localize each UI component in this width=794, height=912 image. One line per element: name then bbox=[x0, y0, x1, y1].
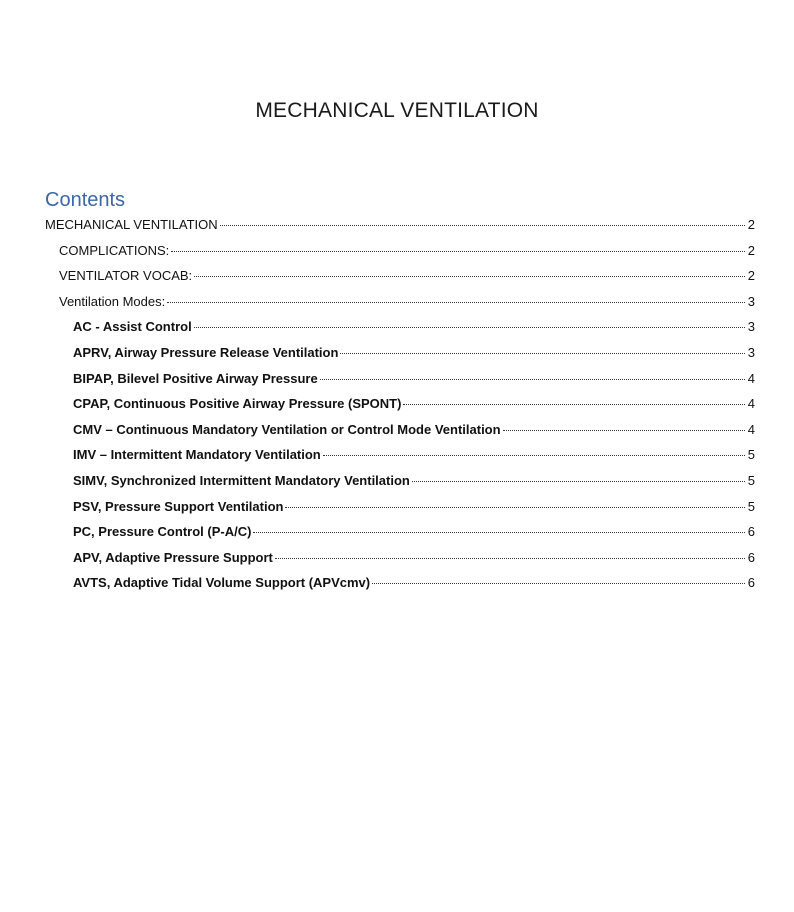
toc-entry[interactable] bbox=[45, 340, 755, 366]
toc-entry-page-number[interactable]: 3 bbox=[747, 319, 755, 335]
toc-entry-label[interactable]: MECHANICAL VENTILATION bbox=[45, 217, 218, 232]
toc-entry-label[interactable]: PC, Pressure Control (P-A/C) bbox=[73, 524, 252, 540]
toc-entry-page-number[interactable]: 6 bbox=[747, 549, 755, 565]
toc-entry-page-number[interactable]: 3 bbox=[747, 293, 755, 309]
toc-entry[interactable] bbox=[45, 570, 755, 596]
toc-dot-leader bbox=[194, 262, 745, 277]
toc-entry[interactable] bbox=[45, 289, 755, 315]
toc-entry-label[interactable]: AVTS, Adaptive Tidal Volume Support (APVcmv) bbox=[73, 575, 371, 591]
toc-entry[interactable] bbox=[45, 519, 755, 545]
toc-entry-label[interactable]: APRV, Airway Pressure Release Ventilation bbox=[73, 344, 339, 360]
toc-entry-label[interactable]: Ventilation Modes: bbox=[59, 293, 166, 309]
toc-entry[interactable] bbox=[45, 366, 755, 392]
toc-entry-label[interactable]: CPAP, Continuous Positive Airway Pressure (SPONT) bbox=[73, 396, 402, 412]
toc-entry-label[interactable]: AC - Assist Control bbox=[73, 319, 192, 335]
toc-dot-leader bbox=[220, 211, 745, 226]
toc-entry-label[interactable]: CMV – Continuous Mandatory Ventilation or Control Mode Ventilation bbox=[73, 421, 501, 437]
toc-entry-label[interactable]: PSV, Pressure Support Ventilation bbox=[73, 498, 284, 514]
toc-dot-leader bbox=[323, 441, 745, 456]
toc-entry[interactable] bbox=[45, 468, 755, 494]
toc-entry-label[interactable]: SIMV, Synchronized Intermittent Mandatory Ventilation bbox=[73, 472, 410, 488]
toc-entry-page-number[interactable]: 2 bbox=[747, 217, 755, 232]
toc-entry[interactable] bbox=[45, 314, 755, 340]
toc-entry-page-number[interactable]: 2 bbox=[747, 268, 755, 284]
table-of-contents bbox=[45, 212, 755, 596]
toc-entry-label[interactable]: COMPLICATIONS: bbox=[59, 242, 170, 258]
toc-entry-page-number[interactable]: 3 bbox=[747, 344, 755, 360]
toc-dot-leader bbox=[285, 493, 745, 508]
toc-entry-page-number[interactable]: 4 bbox=[747, 396, 755, 412]
toc-dot-leader bbox=[340, 339, 745, 354]
toc-entry[interactable] bbox=[45, 494, 755, 520]
toc-entry-page-number[interactable]: 5 bbox=[747, 447, 755, 463]
toc-dot-leader bbox=[171, 237, 745, 252]
toc-entry-label[interactable]: VENTILATOR VOCAB: bbox=[59, 268, 193, 284]
document-title: MECHANICAL VENTILATION bbox=[255, 99, 539, 122]
toc-entry-page-number[interactable]: 6 bbox=[747, 575, 755, 591]
toc-entry[interactable] bbox=[45, 442, 755, 468]
toc-entry-page-number[interactable]: 6 bbox=[747, 524, 755, 540]
toc-dot-leader bbox=[412, 467, 745, 482]
toc-dot-leader bbox=[167, 288, 745, 303]
toc-entry[interactable] bbox=[45, 263, 755, 289]
toc-dot-leader bbox=[403, 390, 745, 405]
toc-entry[interactable] bbox=[45, 417, 755, 443]
toc-entry[interactable] bbox=[45, 238, 755, 264]
toc-entry-page-number[interactable]: 5 bbox=[747, 472, 755, 488]
toc-entry-page-number[interactable]: 2 bbox=[747, 242, 755, 258]
toc-entry-page-number[interactable]: 5 bbox=[747, 498, 755, 514]
toc-entry[interactable] bbox=[45, 545, 755, 571]
toc-dot-leader bbox=[372, 569, 745, 584]
toc-heading: Contents bbox=[45, 189, 126, 211]
toc-entry-label[interactable]: BIPAP, Bilevel Positive Airway Pressure bbox=[73, 370, 318, 386]
toc-dot-leader bbox=[253, 518, 745, 533]
toc-entry-label[interactable]: IMV – Intermittent Mandatory Ventilation bbox=[73, 447, 321, 463]
toc-dot-leader bbox=[503, 416, 745, 431]
toc-entry-page-number[interactable]: 4 bbox=[747, 370, 755, 386]
toc-entry-label[interactable]: APV, Adaptive Pressure Support bbox=[73, 549, 273, 565]
toc-entry[interactable] bbox=[45, 391, 755, 417]
toc-dot-leader bbox=[320, 365, 745, 380]
toc-dot-leader bbox=[194, 313, 745, 328]
toc-entry[interactable] bbox=[45, 212, 755, 238]
toc-entry-page-number[interactable]: 4 bbox=[747, 421, 755, 437]
toc-dot-leader bbox=[275, 544, 745, 559]
